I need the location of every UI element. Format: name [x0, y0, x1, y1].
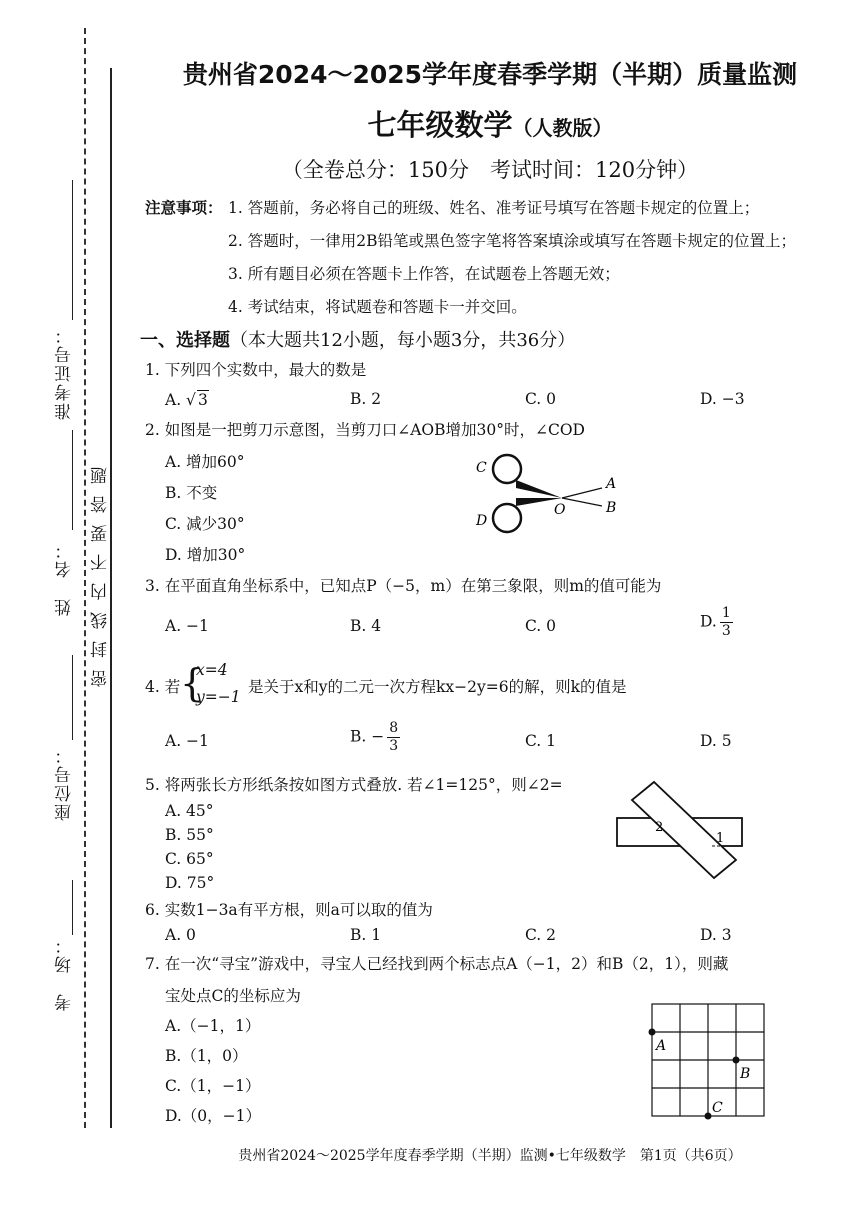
q7-option-a: A.（−1，1）: [165, 1017, 261, 1035]
scissors-handle-upper: [493, 455, 521, 483]
notice-item-1: 1. 答题前，务必将自己的班级、姓名、准考证号填写在答题卡规定的位置上；: [228, 199, 760, 217]
q5-option-c: C. 65°: [165, 850, 214, 868]
q2-option-a: A. 增加60°: [165, 453, 245, 471]
section-title: 一、选择题: [140, 330, 230, 351]
edition-label: （人教版）: [512, 116, 613, 140]
notice-item-2: 2. 答题时，一律用2B铅笔或黑色签字笔将答案填涂或填写在答题卡规定的位置上；: [228, 232, 796, 250]
seat-blank: [72, 655, 73, 740]
strip-diagonal: [632, 782, 736, 878]
point-b: [733, 1057, 740, 1064]
label-a: A: [606, 476, 617, 492]
notice-label: 注意事项：: [145, 199, 223, 217]
q4-prefix: 4. 若: [145, 678, 181, 696]
exam-info: （全卷总分：150分 考试时间：120分钟）: [281, 158, 699, 182]
section-heading: [140, 326, 575, 352]
q6-option-d: D. 3: [700, 926, 732, 944]
q5-stem: 5. 将两张长方形纸条按如图方式叠放. 若∠1=125°，则∠2=: [145, 776, 563, 794]
ray-ob: [562, 498, 602, 506]
q6-stem: 6. 实数1−3a有平方根，则a可以取的值为: [145, 901, 433, 919]
notice-item-4: 4. 考试结束，将试题卷和答题卡一并交回。: [228, 298, 527, 316]
q7-stem-line2: 宝处点C的坐标应为: [165, 987, 301, 1005]
page-footer: 贵州省2024～2025学年度春季学期（半期）监测•七年级数学 第1页（共6页）: [238, 1148, 742, 1164]
q2-option-d: D. 增加30°: [165, 546, 246, 564]
q1-stem: 1. 下列四个实数中，最大的数是: [145, 361, 367, 379]
q3-option-a: A. −1: [165, 617, 209, 635]
q7-option-d: D.（0，−1）: [165, 1107, 262, 1125]
q2-stem: 2. 如图是一把剪刀示意图，当剪刀口∠AOB增加30°时，∠COD: [145, 421, 585, 439]
q4-suffix: 是关于x和y的二元一次方程kx−2y=6的解，则k的值是: [248, 678, 627, 696]
paper-strips-figure: [612, 778, 747, 883]
q4-option-a: A. −1: [165, 732, 209, 750]
q6-option-c: C. 2: [525, 926, 557, 944]
point-a: [649, 1029, 656, 1036]
label-b: B: [606, 500, 617, 516]
seal-line-note: 密封线内不要答题: [91, 455, 111, 687]
q4-option-b: B. − $\frac{8}{3}$: [350, 720, 399, 754]
notice-item-3: 3. 所有题目必须在答题卡上作答，在试题卷上答题无效；: [228, 265, 620, 283]
q4-option-d: D. 5: [700, 732, 732, 750]
subject-name: 七年级数学: [367, 108, 513, 142]
q6-option-a: A. 0: [165, 926, 196, 944]
q5-option-a: A. 45°: [165, 802, 214, 820]
q1-option-a: A. √ 3: [165, 391, 208, 409]
q3-stem: 3. 在平面直角坐标系中，已知点P（−5，m）在第三象限，则m的值可能为: [145, 577, 662, 595]
angle-1-label: 1: [716, 831, 725, 846]
q4-brace: {: [180, 661, 205, 705]
scissors-figure: [470, 448, 630, 538]
point-a-label: A: [656, 1038, 667, 1054]
name-blank: [72, 430, 73, 530]
venue-label: 考 场：: [55, 935, 75, 1011]
q4-eq1: x=4: [196, 661, 228, 679]
venue-blank: [72, 880, 73, 935]
section-note: （本大题共12小题，每小题3分，共36分）: [230, 330, 576, 351]
angle-2-label: 2: [655, 820, 664, 835]
subject-title: [140, 103, 840, 144]
label-c: C: [476, 460, 487, 476]
binding-dashed-line: [84, 28, 86, 1128]
q6-option-b: B. 1: [350, 926, 382, 944]
q3-option-b: B. 4: [350, 617, 382, 635]
q2-option-c: C. 减少30°: [165, 515, 245, 533]
q1-option-d: D. −3: [700, 390, 745, 408]
label-o: O: [554, 502, 566, 518]
seat-label: 座位号：: [55, 745, 75, 821]
point-c: [705, 1113, 712, 1120]
q5-option-b: B. 55°: [165, 826, 214, 844]
q3-option-c: C. 0: [525, 617, 557, 635]
point-c-label: C: [712, 1100, 723, 1116]
treasure-grid-figure: [646, 998, 770, 1124]
scissors-blade-upper: [516, 480, 562, 498]
exam-id-label: 准考证号：: [55, 325, 75, 420]
q7-option-c: C.（1，−1）: [165, 1077, 261, 1095]
q2-option-b: B. 不变: [165, 484, 218, 502]
scissors-handle-lower: [493, 504, 521, 532]
label-d: D: [476, 513, 488, 529]
q1-option-b: B. 2: [350, 390, 382, 408]
q1-option-c: C. 0: [525, 390, 557, 408]
exam-id-blank: [72, 180, 73, 320]
point-b-label: B: [740, 1066, 751, 1082]
name-label: 姓 名：: [55, 540, 75, 616]
q4-option-c: C. 1: [525, 732, 557, 750]
grid-lines: [652, 1004, 764, 1116]
q5-option-d: D. 75°: [165, 874, 215, 892]
exam-title: 贵州省2024～2025学年度春季学期（半期）质量监测: [182, 60, 798, 89]
q4-eq2: y=−1: [196, 688, 241, 706]
q7-stem-line1: 7. 在一次“寻宝”游戏中，寻宝人已经找到两个标志点A（−1，2）和B（2，1），则藏: [145, 955, 729, 973]
q7-option-b: B.（1，0）: [165, 1047, 248, 1065]
ray-oa: [562, 488, 602, 498]
q3-option-d: D. $\frac{1}{3}$: [700, 605, 731, 639]
